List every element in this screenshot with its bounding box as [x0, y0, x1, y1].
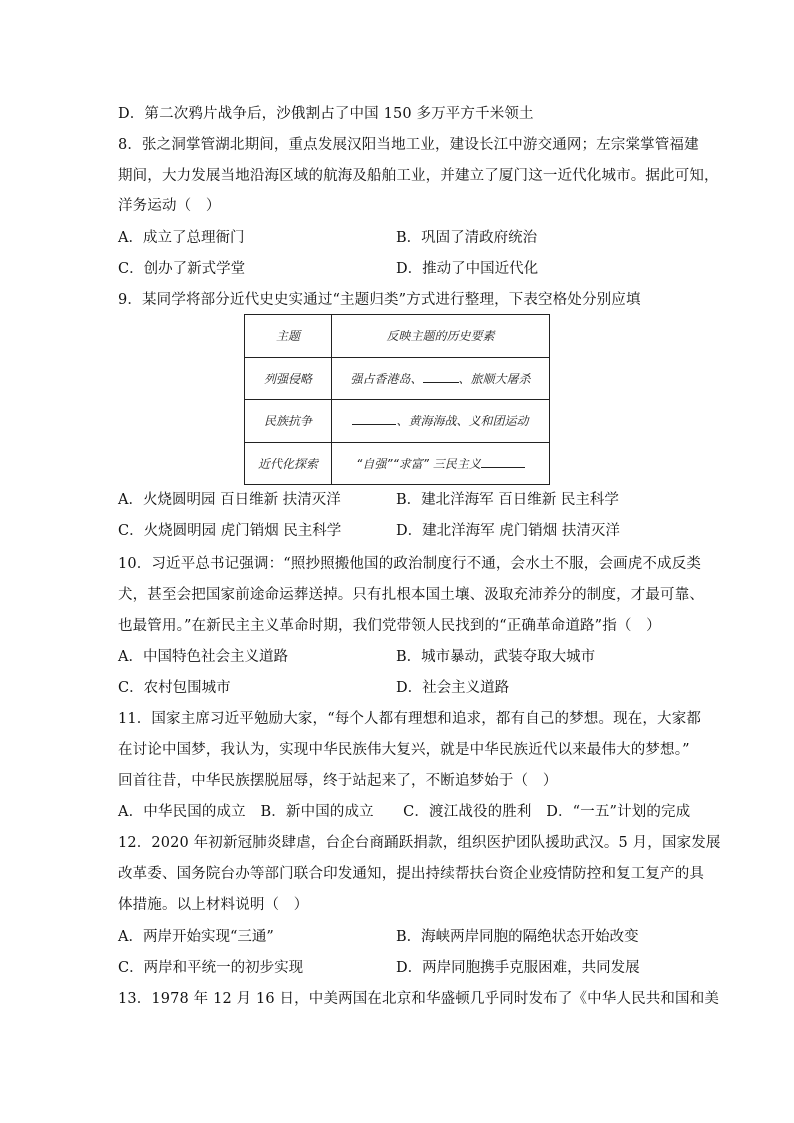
q12-option-b: B．海峡两岸同胞的隔绝状态开始改变 [396, 929, 639, 945]
q12-stem-line-3: 体措施。以上材料说明（ ） [118, 897, 309, 913]
q9-option-a: A．火烧圆明园 百日维新 扶清灭洋 [118, 492, 341, 508]
q8-option-b: B．巩固了清政府统治 [396, 230, 538, 246]
fill-blank [352, 412, 396, 425]
cell-text-pre: “自强”“求富” 三民主义 [356, 456, 481, 471]
q11-stem-line-1: 11．国家主席习近平勉励大家，“每个人都有理想和追求，都有自己的梦想。现在，大家都 [118, 711, 702, 727]
q10-stem-line-1: 10．习近平总书记强调：“照抄照搬他国的政治制度行不通，会水土不服，会画虎不成反类 [118, 556, 702, 572]
q12-option-a: A．两岸开始实现“三通” [118, 929, 274, 945]
q10-stem-line-3: 也最管用。”在新民主主义革命时期，我们党带领人民找到的“正确革命道路”指（ ） [118, 618, 661, 634]
q8-option-d: D．推动了中国近代化 [396, 261, 539, 277]
q8-stem-line-3: 洋务运动（ ） [118, 198, 221, 214]
fill-blank [481, 455, 525, 468]
q9-stem: 9．某同学将部分近代史史实通过“主题归类”方式进行整理，下表空格处分别应填 [118, 292, 641, 308]
q12-option-d: D．两岸同胞携手克服困难，共同发展 [396, 960, 640, 976]
table-cell-elements [332, 400, 550, 443]
q12-option-c: C．两岸和平统一的初步实现 [118, 960, 304, 976]
q8-option-c: C．创办了新式学堂 [118, 261, 246, 277]
q11-options: A．中华民国的成立 B．新中国的成立 C．渡江战役的胜利 D．“一五”计划的完成 [118, 804, 691, 820]
table-cell-elements [332, 442, 550, 485]
q9-option-b: B．建北洋海军 百日维新 民主科学 [396, 492, 619, 508]
q8-stem-line-1: 8．张之洞掌管湖北期间，重点发展汉阳当地工业，建设长江中游交通网；左宗棠掌管福建 [118, 137, 699, 153]
table-row [245, 442, 550, 485]
q9-theme-table [244, 314, 550, 485]
q7-option-d: D．第二次鸦片战争后，沙俄割占了中国 150 多万平方千米领土 [118, 106, 534, 122]
table-cell-elements [332, 357, 550, 400]
table-row [245, 357, 550, 400]
table-row [245, 400, 550, 443]
q12-stem-line-2: 改革委、国务院台办等部门联合印发通知，提出持续帮扶台资企业疫情防控和复工复产的具 [118, 866, 704, 882]
fill-blank [423, 370, 459, 383]
q8-stem-line-2: 期间，大力发展当地沿海区域的航海及船舶工业，并建立了厦门这一近代化城市。据此可知， [118, 168, 719, 184]
table-header-elements: 反映主题的历史要素 [332, 315, 550, 358]
q10-option-b: B．城市暴动，武装夺取大城市 [396, 649, 596, 665]
q8-option-a: A．成立了总理衙门 [118, 230, 245, 246]
q11-stem-line-3: 回首往昔，中华民族摆脱屈辱，终于站起来了，不断追梦始于（ ） [118, 773, 558, 789]
q11-stem-line-2: 在讨论中国梦，我认为，实现中华民族伟大复兴，就是中华民族近代以来最伟大的梦想。” [118, 742, 690, 758]
q10-option-a: A．中国特色社会主义道路 [118, 649, 288, 665]
table-header-row [245, 315, 550, 358]
q12-stem-line-1: 12．2020 年初新冠肺炎肆虐，台企台商踊跃捐款，组织医护团队援助武汉。5 月，国家发展 [118, 835, 721, 851]
table-header-theme: 主题 [245, 315, 332, 358]
q9-option-d: D．建北洋海军 虎门销烟 扶清灭洋 [396, 523, 620, 539]
table-cell-theme: 近代化探索 [245, 442, 332, 485]
cell-text-post: 、黄海海战、义和团运动 [396, 414, 529, 429]
q10-option-c: C．农村包围城市 [118, 680, 231, 696]
q10-option-d: D．社会主义道路 [396, 680, 510, 696]
q10-stem-line-2: 犬，甚至会把国家前途命运葬送掉。只有扎根本国土壤、汲取充沛养分的制度，才最可靠、 [118, 587, 704, 603]
cell-text-pre: 强占香港岛、 [350, 371, 423, 386]
cell-text-post: 、旅顺大屠杀 [458, 371, 531, 386]
table-cell-theme: 列强侵略 [245, 357, 332, 400]
q13-stem-line-1: 13．1978 年 12 月 16 日，中美两国在北京和华盛顿几乎同时发布了《中华人民共和国和美 [118, 991, 719, 1007]
table-cell-theme: 民族抗争 [245, 400, 332, 443]
q9-option-c: C．火烧圆明园 虎门销烟 民主科学 [118, 523, 342, 539]
